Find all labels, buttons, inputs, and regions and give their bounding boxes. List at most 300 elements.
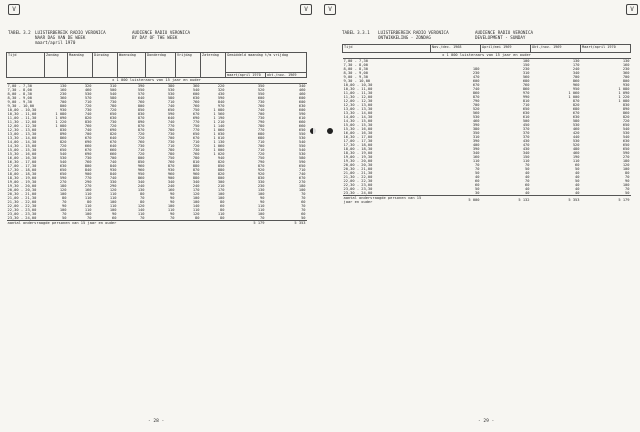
value-cell: 230 [522,67,530,71]
value-cell: 90 [260,196,265,201]
time-cell: 15,00 - 15,30 [343,123,373,127]
value-cell: 650 [622,143,630,147]
value-cell: 720 [59,144,67,149]
value-cell: 930 [622,83,630,87]
value-cell: 740 [167,120,175,125]
time-cell: 13,00 - 13,30 [343,107,373,111]
veronica-logo-right: V [300,4,312,15]
title-nl: LUISTERBEREIK RADIO VERONICA [35,30,106,35]
value-cell: 360 [622,71,630,75]
value-cell: 80 [625,171,630,175]
value-cell: 530 [167,92,175,97]
value-cell: 790 [257,120,265,125]
value-cell: 430 [522,139,530,143]
value-cell: 590 [59,176,67,181]
value-cell: 240 [167,184,175,189]
value-cell: 740 [84,112,92,117]
time-cell: 21,30 - 22,00 [7,200,37,205]
value-cell: 670 [84,148,92,153]
value-cell: 760 [522,83,530,87]
time-cell: 18,30 - 19,00 [7,176,37,181]
value-cell: 760 [192,100,200,105]
value-cell: 40 [525,191,530,195]
value-cell: 580 [572,119,580,123]
value-cell: 750 [167,156,175,161]
value-cell: 100 [622,183,630,187]
value-cell: 430 [217,92,225,97]
value-cell: 780 [109,104,117,109]
value-cell: 360 [59,96,67,101]
value-cell: 800 [622,79,630,83]
value-cell: 380 [472,127,480,131]
value-cell: 1 140 [213,124,225,129]
value-cell: 660 [298,120,306,125]
value-cell: 830 [59,128,67,133]
total-value-1969b: 5 353 [531,196,581,205]
time-cell: 15,30 - 16,00 [343,127,373,131]
value-cell: 130 [59,84,67,89]
value-cell: 770 [192,120,200,125]
value-cell: 110 [217,212,225,217]
value-cell: 50 [475,171,480,175]
value-cell: 720 [622,119,630,123]
value-cell: 540 [109,92,117,97]
value-cell: 630 [622,139,630,143]
value-cell: 120 [109,188,117,193]
value-cell: 650 [622,123,630,127]
value-cell: 1 020 [213,152,225,157]
value-cell: 350 [472,131,480,135]
value-cell: 830 [622,103,630,107]
value-cell: 590 [622,151,630,155]
value-cell: 210 [217,184,225,189]
value-cell: 60 [220,204,225,209]
value-cell: 440 [572,135,580,139]
value-cell: 460 [84,88,92,93]
value-cell: 860 [572,79,580,83]
value-cell: 460 [298,92,306,97]
value-cell: 110 [257,204,265,209]
value-cell: 130 [257,188,265,193]
time-cell: 17,00 - 17,30 [7,164,37,169]
value-cell: 590 [298,160,306,165]
time-cell: 7,00 - 7,30 [7,84,32,89]
value-cell: 1 560 [213,112,225,117]
value-cell: 1 080 [55,124,67,129]
value-cell: 530 [472,115,480,119]
value-cell: 310 [522,71,530,75]
value-cell: 720 [84,104,92,109]
value-cell: 310 [472,135,480,139]
time-cell: 7,00 - 7,30 [343,59,368,63]
value-cell: 590 [167,112,175,117]
value-cell: 800 [59,104,67,109]
value-cell: 660 [84,144,92,149]
title-en-2: DEVELOPMENT - SUNDAY [475,35,526,40]
value-cell: 650 [522,107,530,111]
value-cell: 130 [622,59,630,63]
value-cell: 530 [298,136,306,141]
value-cell: 780 [167,148,175,153]
value-cell: 770 [84,176,92,181]
value-cell: 40 [575,175,580,179]
value-cell: 270 [622,155,630,159]
value-cell: 340 [167,180,175,185]
value-cell: 90 [625,179,630,183]
value-cell: 90 [112,212,117,217]
value-cell: 90 [62,204,67,209]
total-value-1970: 5 179 [226,221,266,226]
value-cell: 850 [137,160,145,165]
value-cell: 860 [522,87,530,91]
value-cell: 920 [257,168,265,173]
time-cell: 17,30 - 18,00 [7,168,37,173]
time-cell: 18,00 - 18,30 [343,147,373,151]
value-cell: 1 000 [568,95,580,99]
value-cell: 460 [472,119,480,123]
value-cell: 780 [192,156,200,161]
value-cell: 500 [522,119,530,123]
value-cell: 730 [167,132,175,137]
value-cell: 650 [192,132,200,137]
time-cell: 20,30 - 21,00 [343,167,373,171]
value-cell: 270 [59,180,67,185]
value-cell: 840 [84,168,92,173]
time-cell: 16,30 - 17,00 [7,160,37,165]
value-cell: 960 [167,172,175,177]
time-cell: 11,30 - 12,00 [7,120,37,125]
header-woensdag: Woensdag [118,53,146,78]
value-cell: 690 [192,116,200,121]
value-cell: 930 [167,168,175,173]
value-cell: 160 [84,188,92,193]
value-cell: 720 [257,152,265,157]
time-cell: 19,30 - 20,00 [343,159,373,163]
value-cell: 170 [192,188,200,193]
value-cell: 780 [167,128,175,133]
value-cell: 540 [622,135,630,139]
time-cell: 8,00 - 8,30 [7,92,32,97]
value-cell: 960 [572,83,580,87]
value-cell: 80 [62,196,67,201]
time-cell: 10,00 - 10,30 [7,108,37,113]
title-en-2: BY DAY OF THE WEEK [132,35,178,40]
value-cell: 790 [472,99,480,103]
header-tijd: Tijd [343,45,431,53]
value-cell: 100 [109,208,117,213]
value-cell: 1 130 [213,140,225,145]
value-cell: 100 [217,192,225,197]
day-of-week-table [6,52,307,225]
value-cell: 710 [167,144,175,149]
value-cell: 310 [109,84,117,89]
time-cell: 12,00 - 12,30 [343,99,373,103]
value-cell: 650 [59,148,67,153]
time-cell: 21,30 - 22,00 [343,175,373,179]
value-cell: 610 [522,115,530,119]
value-cell: 860 [622,111,630,115]
value-cell: 730 [109,100,117,105]
value-cell: 890 [137,120,145,125]
time-cell: 9,30 - 10,00 [7,104,35,109]
value-cell: 1 080 [618,87,630,91]
value-cell: 830 [84,120,92,125]
value-cell: 40 [575,187,580,191]
time-cell: 19,00 - 19,30 [7,180,37,185]
value-cell: 710 [84,100,92,105]
value-cell: 50 [62,216,67,221]
value-cell: 710 [257,148,265,153]
value-cell: 530 [572,123,580,127]
value-cell: 840 [109,172,117,177]
value-cell: 230 [622,67,630,71]
value-cell: 800 [217,176,225,181]
value-cell: 90 [260,200,265,205]
value-cell: 670 [84,136,92,141]
value-cell: 320 [217,88,225,93]
value-cell: 70 [475,167,480,171]
header-april-mei-1969: April/mei 1969 [481,45,531,53]
value-cell: 340 [472,151,480,155]
value-cell: 680 [257,136,265,141]
time-cell: 11,30 - 12,00 [343,95,373,99]
value-cell: 650 [298,164,306,169]
value-cell: 290 [84,180,92,185]
value-cell: 70 [170,216,175,221]
value-cell: 700 [257,144,265,149]
value-cell: 950 [572,87,580,91]
value-cell: 40 [525,175,530,179]
value-cell: 390 [472,123,480,127]
value-cell: 840 [109,164,117,169]
header-maart-april-1970: Maart/april 1970 [581,45,631,53]
value-cell: 880 [192,176,200,181]
time-cell: 23,30 - 24,00 [7,216,37,221]
time-cell: 17,30 - 18,00 [343,143,373,147]
value-cell: 650 [167,108,175,113]
value-cell: 860 [59,136,67,141]
time-cell: 14,00 - 14,30 [343,115,373,119]
value-cell: 710 [137,148,145,153]
value-cell: 590 [217,96,225,101]
value-cell: 70 [525,163,530,167]
time-cell: 10,30 - 11,00 [343,87,373,91]
value-cell: 60 [475,179,480,183]
value-cell: 560 [472,111,480,115]
value-cell: 550 [137,88,145,93]
value-cell: 810 [522,99,530,103]
value-cell: 540 [59,152,67,157]
value-cell: 40 [525,171,530,175]
value-cell: 770 [257,128,265,133]
value-cell: 180 [472,67,480,71]
value-cell: 70 [301,196,306,201]
value-cell: 540 [192,88,200,93]
header-gemiddeld: Gemiddeld maandag t/m vrijdag [226,53,307,73]
value-cell: 850 [217,164,225,169]
value-cell: 100 [109,200,117,205]
value-cell: 80 [195,216,200,221]
header-tijd: Tijd [7,53,45,78]
value-cell: 60 [475,183,480,187]
header-maandag: Maandag [68,53,93,78]
value-cell: 350 [257,84,265,89]
value-cell: 790 [257,160,265,165]
value-cell: 50 [475,187,480,191]
value-cell: 760 [137,140,145,145]
value-cell: 190 [572,155,580,159]
value-cell: 170 [572,63,580,67]
value-cell: 530 [622,131,630,135]
value-cell: 340 [522,151,530,155]
value-cell: 110 [167,208,175,213]
value-cell: 760 [192,152,200,157]
value-cell: 730 [257,116,265,121]
right-page [320,0,640,432]
value-cell: 570 [84,96,92,101]
value-cell: 120 [622,163,630,167]
value-cell: 1 060 [568,91,580,95]
total-value-1969a: 5 132 [481,196,531,205]
value-cell: 660 [298,124,306,129]
time-cell: 12,00 - 12,30 [7,124,37,129]
value-cell: 960 [137,164,145,169]
value-cell: 870 [572,99,580,103]
value-cell: 580 [298,156,306,161]
value-cell: 330 [109,180,117,185]
value-cell: 520 [472,107,480,111]
header-okt-nov-1969: Okt./nov. 1969 [531,45,581,53]
value-cell: 770 [192,128,200,133]
value-cell: 390 [472,147,480,151]
value-cell: 820 [84,116,92,121]
time-cell: 21,00 - 21,30 [343,171,373,175]
value-cell: 600 [472,79,480,83]
time-cell: 13,00 - 13,30 [7,132,37,137]
value-cell: 650 [622,147,630,151]
value-cell: 220 [217,84,225,89]
value-cell: 520 [257,88,265,93]
value-cell: 480 [572,147,580,151]
time-cell: 21,00 - 21,30 [7,196,37,201]
time-cell: 11,00 - 11,30 [7,116,37,121]
value-cell: 70 [62,212,67,217]
value-cell: 530 [572,139,580,143]
value-cell: 470 [522,143,530,147]
veronica-logo-right: V [626,4,638,15]
value-cell: 110 [137,212,145,217]
value-cell: 930 [109,168,117,173]
value-cell: 600 [192,92,200,97]
value-cell: 1 080 [618,99,630,103]
time-cell: 10,30 - 11,00 [7,112,37,117]
value-cell: 90 [170,192,175,197]
value-cell: 740 [109,160,117,165]
value-cell: 670 [109,140,117,145]
title-en: AUDIENCE RADIO VERONICA [475,30,533,35]
time-cell: 9,00 - 9,30 [343,75,368,79]
value-cell: 340 [298,84,306,89]
value-cell: 570 [137,92,145,97]
value-cell: 140 [192,204,200,209]
value-cell: 110 [522,159,530,163]
value-cell: 680 [522,79,530,83]
value-cell: 990 [522,95,530,99]
total-value-1970: 5 179 [581,196,631,205]
value-cell: 80 [220,200,225,205]
value-cell: 370 [522,131,530,135]
value-cell: 1 080 [213,108,225,113]
time-cell: 22,30 - 23,00 [343,183,373,187]
value-cell: 40 [475,175,480,179]
value-cell: 1 060 [213,144,225,149]
value-cell: 540 [298,140,306,145]
value-cell: 1 210 [213,120,225,125]
value-cell: 890 [622,107,630,111]
value-cell: 940 [217,156,225,161]
header-dinsdag: Dinsdag [93,53,118,78]
value-cell: 70 [301,192,306,197]
time-cell: 22,00 - 22,30 [7,204,37,209]
value-cell: 180 [622,159,630,163]
value-cell: 750 [192,108,200,113]
header-maart-april-1970: maart/april 1970 [226,73,266,78]
value-cell: 230 [257,184,265,189]
value-cell: 600 [298,100,306,105]
time-cell: 16,00 - 16,30 [7,156,37,161]
value-cell: 740 [257,108,265,113]
value-cell: 100 [257,212,265,217]
total-value-1969: 5 353 [266,221,307,226]
value-cell: 630 [59,164,67,169]
value-cell: 630 [522,111,530,115]
value-cell: 870 [137,124,145,129]
value-cell: 110 [84,208,92,213]
value-cell: 670 [298,176,306,181]
header-donderdag: Donderdag [146,53,176,78]
value-cell: 70 [140,196,145,201]
value-cell: 930 [59,108,67,113]
time-cell: 17,00 - 17,30 [343,139,373,143]
value-cell: 640 [137,96,145,101]
binding-hole-left [310,128,316,134]
value-cell: 60 [301,200,306,205]
value-cell: 640 [109,144,117,149]
value-cell: 540 [59,160,67,165]
value-cell: 1 000 [213,148,225,153]
value-cell: 50 [525,167,530,171]
page-number: - 28 - [148,419,165,424]
value-cell: 720 [137,132,145,137]
value-cell: 820 [217,172,225,177]
value-cell: 230 [472,71,480,75]
value-cell: 100 [192,200,200,205]
value-cell: 800 [84,164,92,169]
value-cell: 860 [472,91,480,95]
value-cell: 180 [298,184,306,189]
value-cell: 740 [472,87,480,91]
value-cell: 60 [301,212,306,217]
time-cell: 9,00 - 9,30 [7,100,32,105]
value-cell: 630 [298,104,306,109]
value-cell: 710 [522,103,530,107]
value-cell: 710 [167,100,175,105]
value-cell: 140 [137,208,145,213]
header-okt-nov-1969: okt./nov. 1969 [266,73,307,78]
value-cell: 460 [572,127,580,131]
value-cell: 710 [257,140,265,145]
value-cell: 40 [575,191,580,195]
